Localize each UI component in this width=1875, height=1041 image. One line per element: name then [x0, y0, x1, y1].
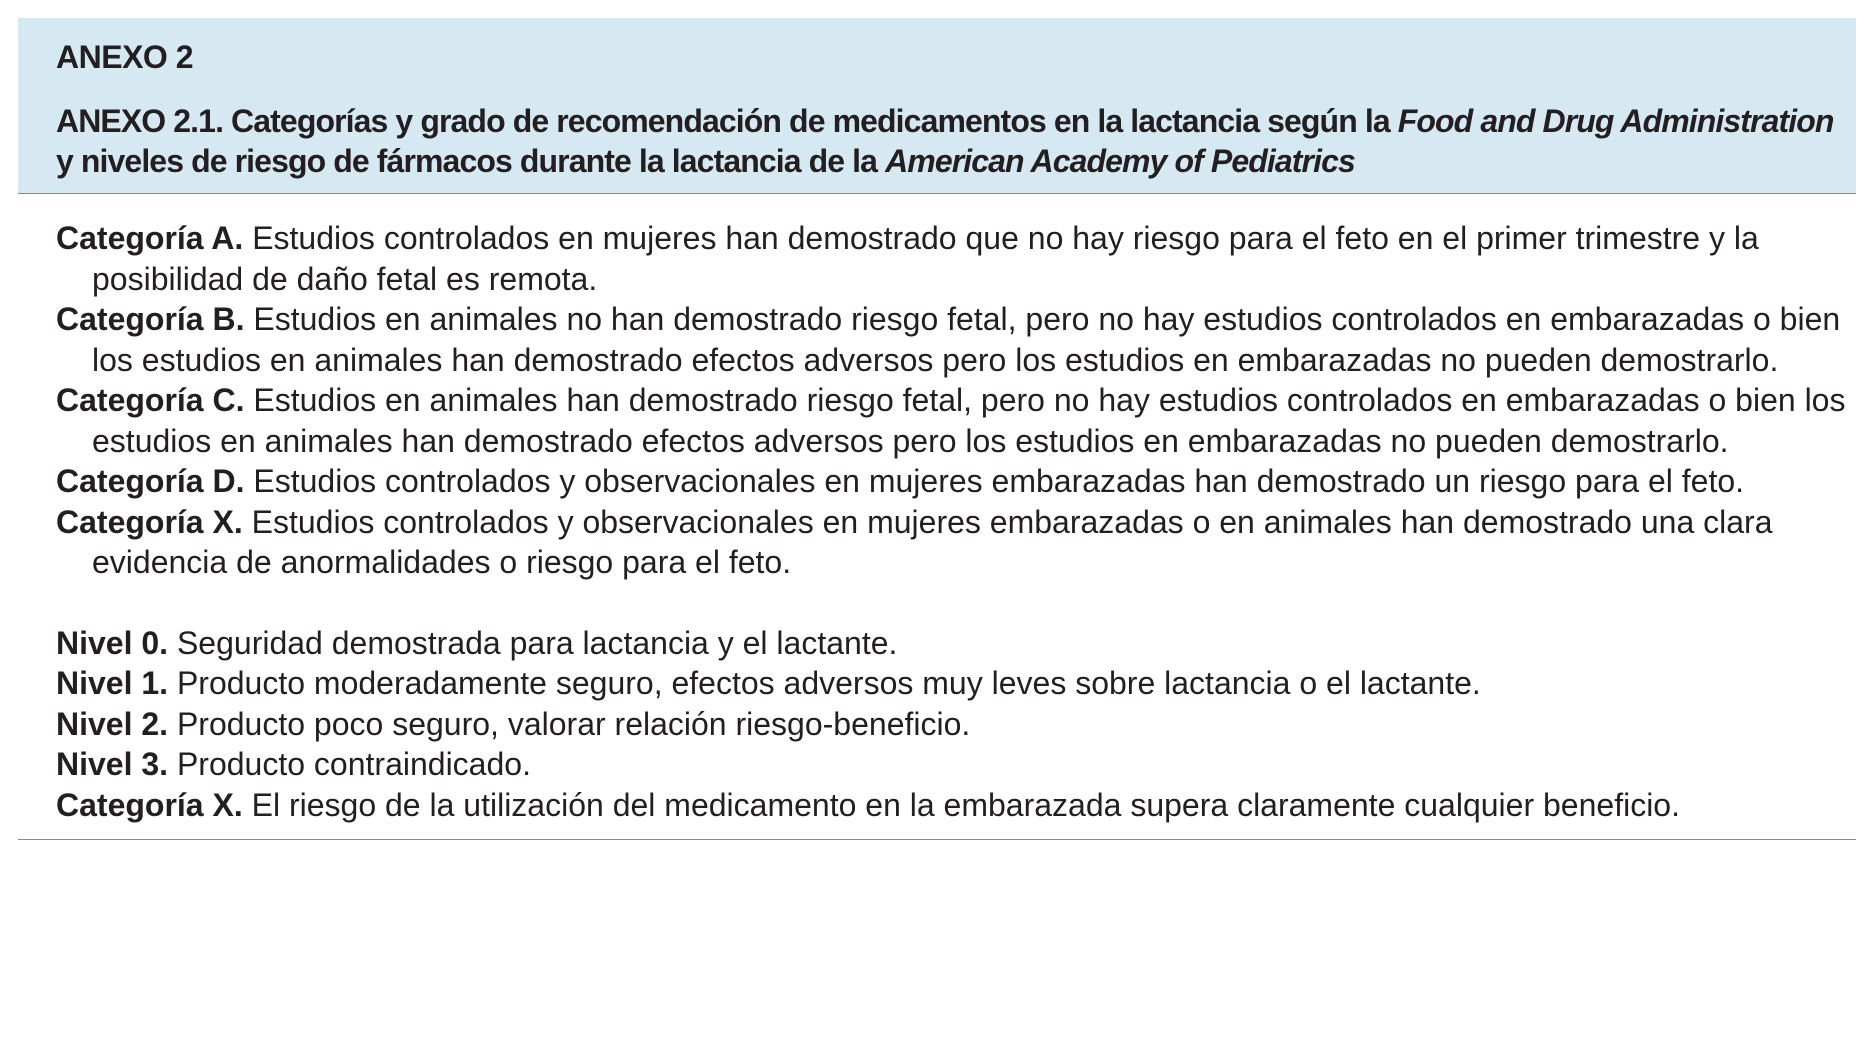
category-text: Estudios en animales han demostrado riesgo fetal, pero no hay estudios controlados en embarazadas o bien los estudios en animales han demostrado efectos adversos pero los estudios en embarazadas no pueden demostrarlo.	[92, 382, 1846, 459]
level-text: Producto contraindicado.	[168, 746, 531, 783]
bottom-divider	[18, 839, 1856, 840]
category-entry-x	[56, 502, 1875, 583]
annex-header	[18, 18, 1856, 194]
category-entry-d	[56, 461, 1875, 502]
level-entry-1	[56, 663, 1875, 704]
level-label: Categoría X.	[56, 786, 243, 823]
category-text: Estudios controlados y observacionales en mujeres embarazadas han demostrado un riesgo para el feto.	[244, 463, 1745, 500]
category-label: Categoría D.	[56, 463, 245, 500]
category-label: Categoría A.	[56, 220, 244, 257]
category-entry-c	[56, 380, 1875, 461]
level-text: Producto poco seguro, valorar relación riesgo-beneficio.	[168, 705, 971, 742]
level-entry-2	[56, 704, 1875, 745]
level-text: Producto moderadamente seguro, efectos adversos muy leves sobre lactancia o el lactante.	[168, 665, 1481, 702]
category-label: Categoría X.	[56, 503, 243, 540]
level-entry-0	[56, 623, 1875, 664]
level-label: Nivel 0.	[56, 624, 169, 661]
annex-title	[56, 101, 1856, 181]
annex-body	[18, 194, 1856, 825]
category-entry-b	[56, 299, 1875, 380]
annex-label: ANEXO 2	[56, 39, 193, 75]
annex-document	[18, 18, 1856, 840]
category-label: Categoría B.	[56, 301, 245, 338]
category-text: Estudios controlados en mujeres han demostrado que no hay riesgo para el feto en el primer trimestre y la posibilidad de daño fetal es remota.	[92, 220, 1759, 297]
level-entry-3	[56, 744, 1875, 785]
level-text: El riesgo de la utilización del medicamento en la embarazada supera claramente cualquier beneficio.	[242, 786, 1680, 823]
annex-title-italic-fda: Food and Drug Administration	[1397, 103, 1834, 140]
category-text: Estudios en animales no han demostrado riesgo fetal, pero no hay estudios controlados en embarazadas o bien los estudios en animales han demostrado efectos adversos pero los estudios en embarazadas no pueden demostrarlo.	[92, 301, 1841, 378]
category-label: Categoría C.	[56, 382, 245, 419]
annex-title-part2: y niveles de riesgo de fármacos durante la lactancia de la	[56, 143, 886, 180]
category-entry-a	[56, 218, 1875, 299]
level-text: Seguridad demostrada para lactancia y el lactante.	[168, 624, 898, 661]
level-label: Nivel 1.	[56, 665, 169, 702]
category-text: Estudios controlados y observacionales en mujeres embarazadas o en animales han demostrado una clara evidencia de anormalidades o riesgo para el feto.	[92, 503, 1773, 581]
annex-title-part1: ANEXO 2.1. Categorías y grado de recomendación de medicamentos en la lactancia según la	[56, 103, 1398, 140]
level-label: Nivel 3.	[56, 746, 169, 783]
annex-title-italic-aap: American Academy of Pediatrics	[885, 143, 1355, 180]
section-gap	[56, 583, 1856, 623]
level-label: Nivel 2.	[56, 705, 169, 742]
level-entry-x	[56, 785, 1875, 826]
